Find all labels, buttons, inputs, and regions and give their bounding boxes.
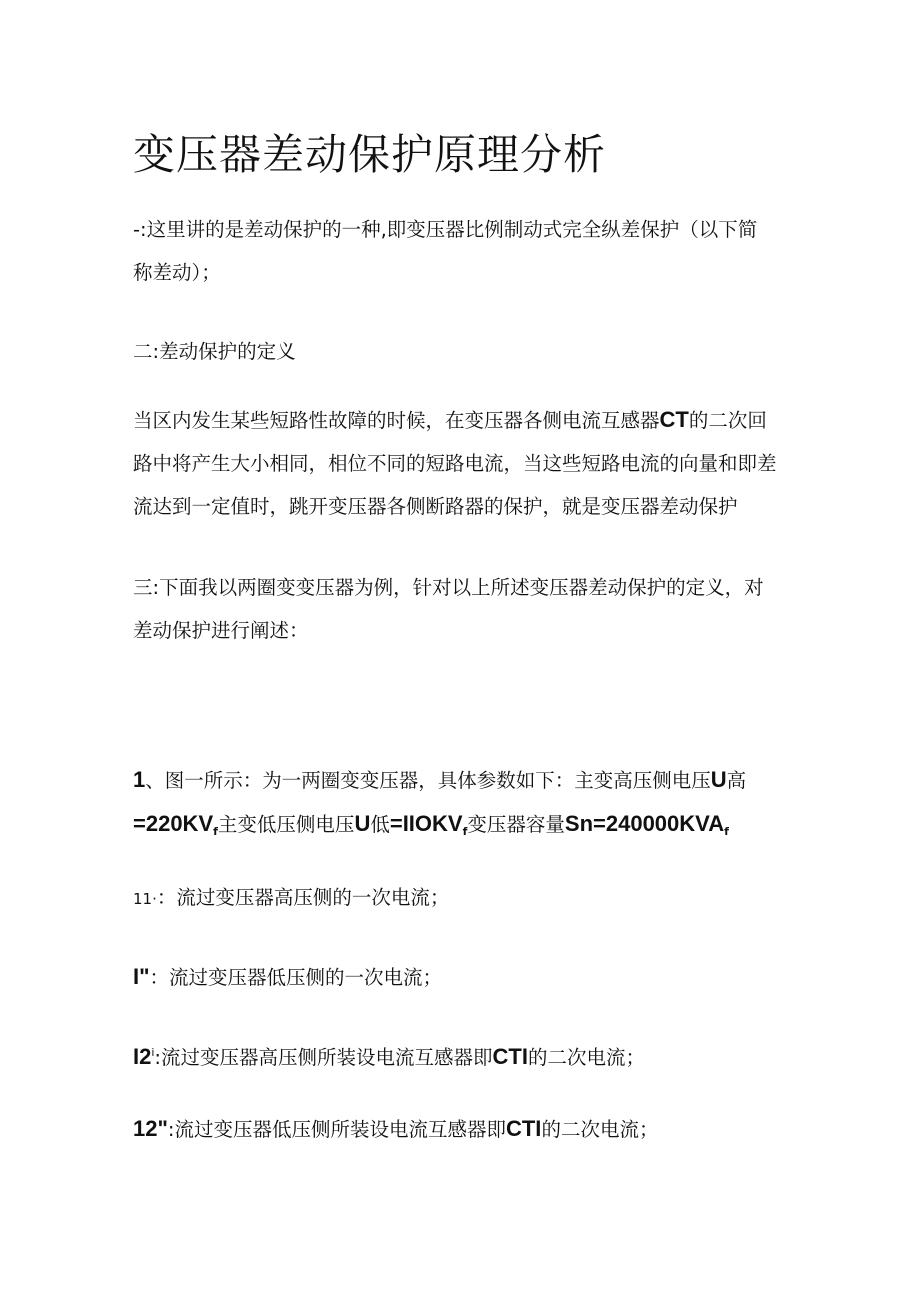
- text-run: :流过变压器低压侧所装设电流互感器即: [167, 1118, 506, 1141]
- subscript-mark: f: [724, 825, 729, 838]
- paragraph-example-intro: [133, 566, 793, 652]
- text-run: 、图一所示：为一两圈变变压器，具体参数如下：主变高压侧电压: [145, 769, 711, 792]
- paragraph-intro: [133, 208, 793, 294]
- symbol-label: 11: [133, 890, 153, 908]
- definition-item-i1: [133, 876, 793, 921]
- paragraph-line: 称差动）；: [133, 261, 221, 284]
- text-run: 的二次电流；: [541, 1118, 659, 1141]
- paragraph-line: 流达到一定值时，跳开变压器各侧断路器的保护，就是变压器差动保护: [133, 495, 738, 518]
- paragraph-line: 差动保护进行阐述：: [133, 619, 309, 642]
- paragraph-line: [133, 802, 793, 853]
- text-run: :流过变压器高压侧所装设电流互感器即: [154, 1046, 493, 1069]
- ct-label: CTI: [505, 1116, 542, 1141]
- low-voltage-value: =IIOKV: [389, 811, 463, 836]
- symbol-label: I": [133, 964, 150, 989]
- ct-label: CT: [659, 407, 689, 432]
- item-number: 1: [133, 767, 146, 792]
- paragraph-line: -:这里讲的是差动保护的一种,即变压器比例制动式完全纵差保护（以下简: [133, 218, 758, 241]
- paragraph-line: [133, 398, 793, 442]
- text-run: 的二次电流；: [527, 1046, 645, 1069]
- paragraph-line: [133, 955, 793, 999]
- paragraph-line: [133, 1107, 793, 1151]
- paragraph-line: [133, 1031, 793, 1079]
- text-run: 变压器容量: [467, 813, 565, 836]
- voltage-symbol: U: [354, 811, 371, 836]
- voltage-symbol: U: [710, 767, 727, 792]
- ct-label: CTI: [492, 1044, 528, 1069]
- text-run: 主变低压侧电压: [217, 813, 355, 836]
- symbol-mark: ·: [152, 890, 157, 908]
- definition-item-i4: [133, 1107, 793, 1151]
- symbol-label: 12": [133, 1116, 168, 1141]
- document-title: 变压器差动保护原理分析: [133, 130, 607, 179]
- paragraph-definition: [133, 398, 793, 528]
- paragraph-line: [133, 758, 793, 802]
- symbol-label: I2: [133, 1044, 152, 1069]
- paragraph-line: 路中将产生大小相同，相位不同的短路电流，当这些短路电流的向量和即差: [133, 452, 777, 475]
- definition-item-i3: [133, 1031, 793, 1079]
- text-run: 当区内发生某些短路性故障的时候，在变压器各侧电流互感器: [133, 409, 660, 432]
- text-run: 高: [726, 769, 747, 792]
- subscript-mark: f: [213, 825, 218, 838]
- subscript-mark: f: [462, 825, 468, 838]
- section-heading-definition: [133, 330, 793, 373]
- paragraph-line: 三:下面我以两圈变变压器为例，针对以上所述变压器差动保护的定义，对: [133, 576, 764, 599]
- text-run: 的二次回: [688, 409, 767, 432]
- definition-item-i2: [133, 955, 793, 999]
- paragraph-parameters: [133, 758, 793, 853]
- capacity-value: Sn=240000KVA: [564, 811, 725, 836]
- paragraph-line: 二:差动保护的定义: [133, 340, 296, 363]
- text-run: ：流过变压器高压侧的一次电流；: [156, 886, 450, 909]
- text-run: 低: [370, 813, 390, 836]
- superscript-mark: i: [151, 1046, 155, 1059]
- text-run: ：流过变压器低压侧的一次电流；: [149, 966, 443, 989]
- paragraph-line: [133, 876, 793, 921]
- high-voltage-value: =220KV: [133, 811, 214, 836]
